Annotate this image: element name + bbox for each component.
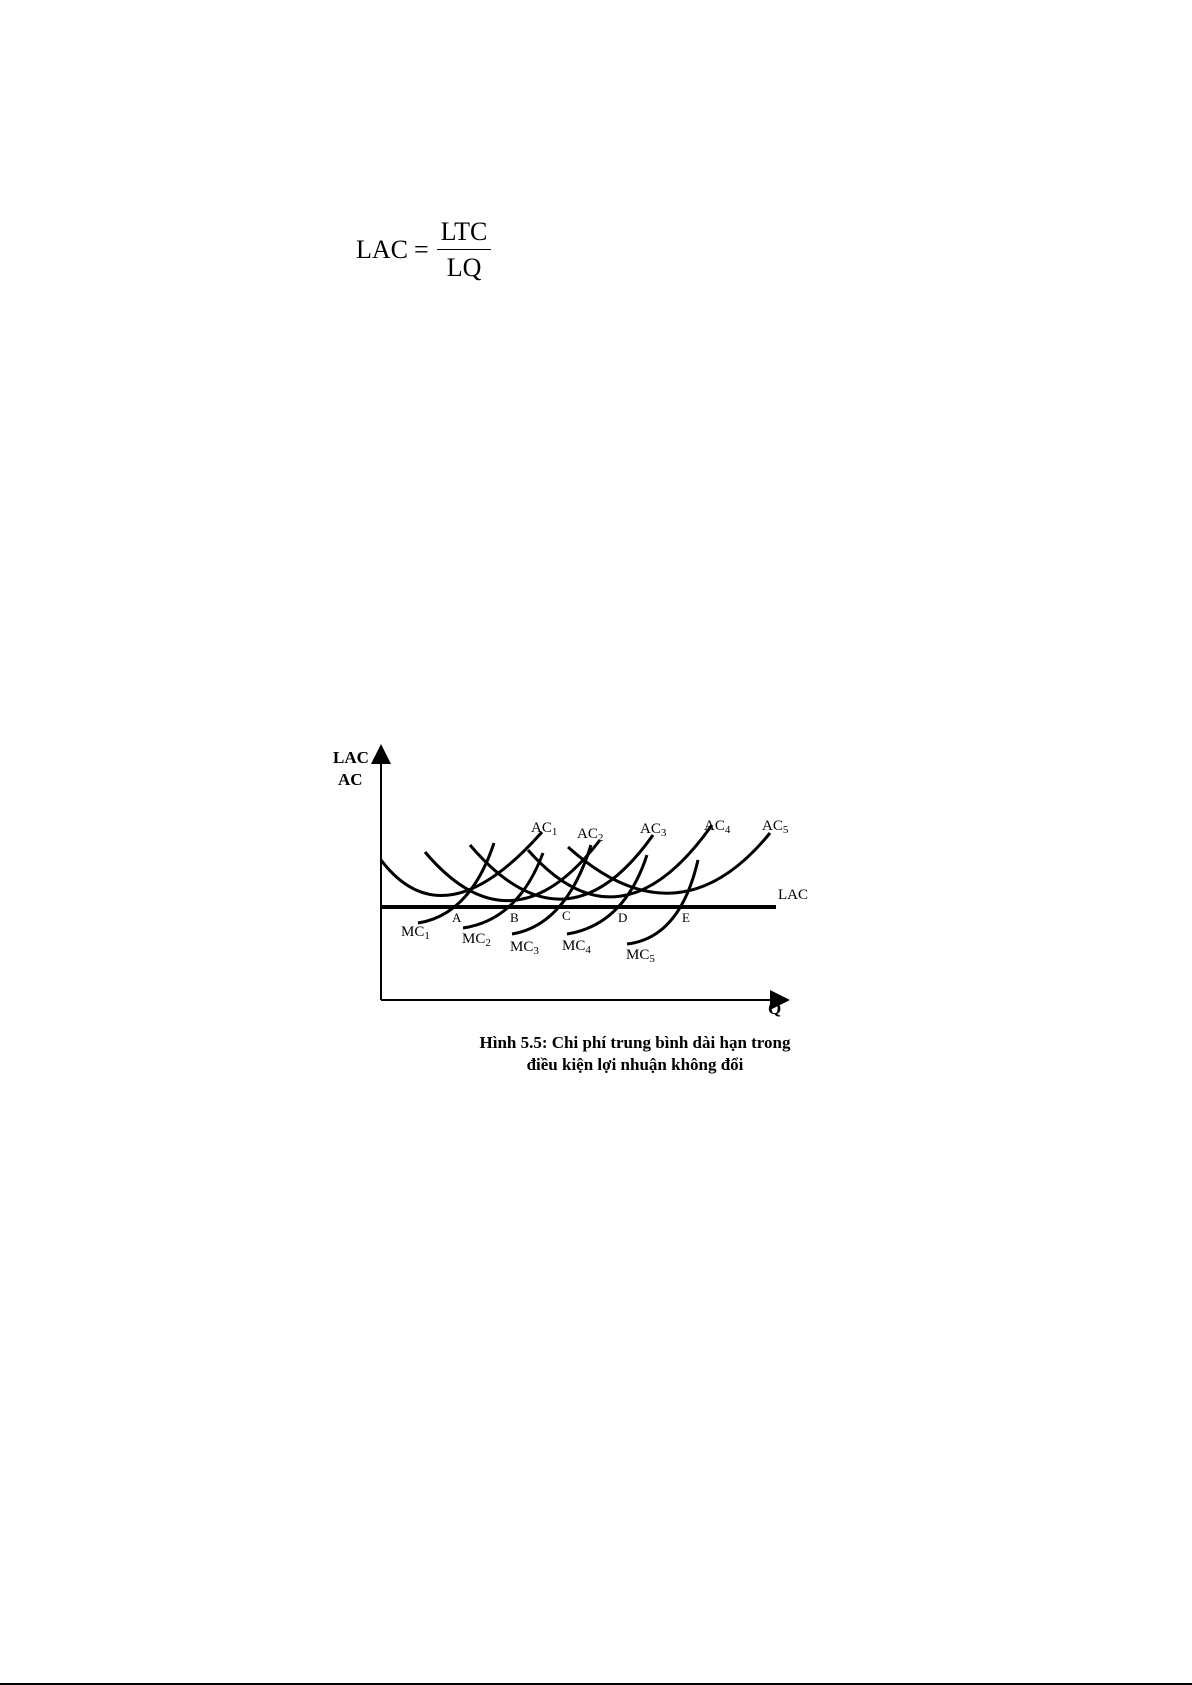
mc4-label: $MC_4$ <box>562 938 591 956</box>
point-a-label: A <box>452 910 462 925</box>
point-e-label: E <box>682 910 690 925</box>
y-axis-label-line1: LAC <box>333 748 369 767</box>
ac2-label: $AC_2$ <box>577 826 604 844</box>
caption-line-1: Hình 5.5: Chi phí trung bình dài hạn trong <box>479 1033 791 1052</box>
mc3-label: $MC_3$ <box>510 939 539 957</box>
mc5-curve <box>627 860 698 944</box>
formula-numerator: LTC <box>437 218 492 250</box>
mc2-curve <box>463 853 543 928</box>
ac3-curve <box>470 835 653 899</box>
ac1-label: $AC_1$ <box>531 820 558 838</box>
formula-lhs: LAC <box>356 235 408 264</box>
point-c-label: C <box>562 908 571 923</box>
mc5-label: $MC_5$ <box>626 947 655 965</box>
ac4-label: $AC_4$ <box>704 818 731 836</box>
mc4-curve <box>567 855 647 934</box>
x-axis-label: Q <box>768 999 782 1018</box>
ac3-label: $AC_3$ <box>640 821 667 839</box>
ac5-label: $AC_5$ <box>762 818 789 836</box>
caption-line-2: điều kiện lợi nhuận không đổi <box>526 1055 744 1074</box>
figure-caption <box>400 1032 870 1076</box>
mc2-label: $MC_2$ <box>462 931 491 949</box>
point-b-label: B <box>510 910 519 925</box>
lac-label: LAC <box>778 887 808 903</box>
ac2-curve <box>425 840 600 901</box>
y-axis-label-line2: AC <box>338 770 363 789</box>
formula-denominator: LQ <box>446 253 482 282</box>
mc1-label: $MC_1$ <box>401 924 430 942</box>
point-d-label: D <box>618 910 628 925</box>
formula-equals: = <box>414 235 429 264</box>
